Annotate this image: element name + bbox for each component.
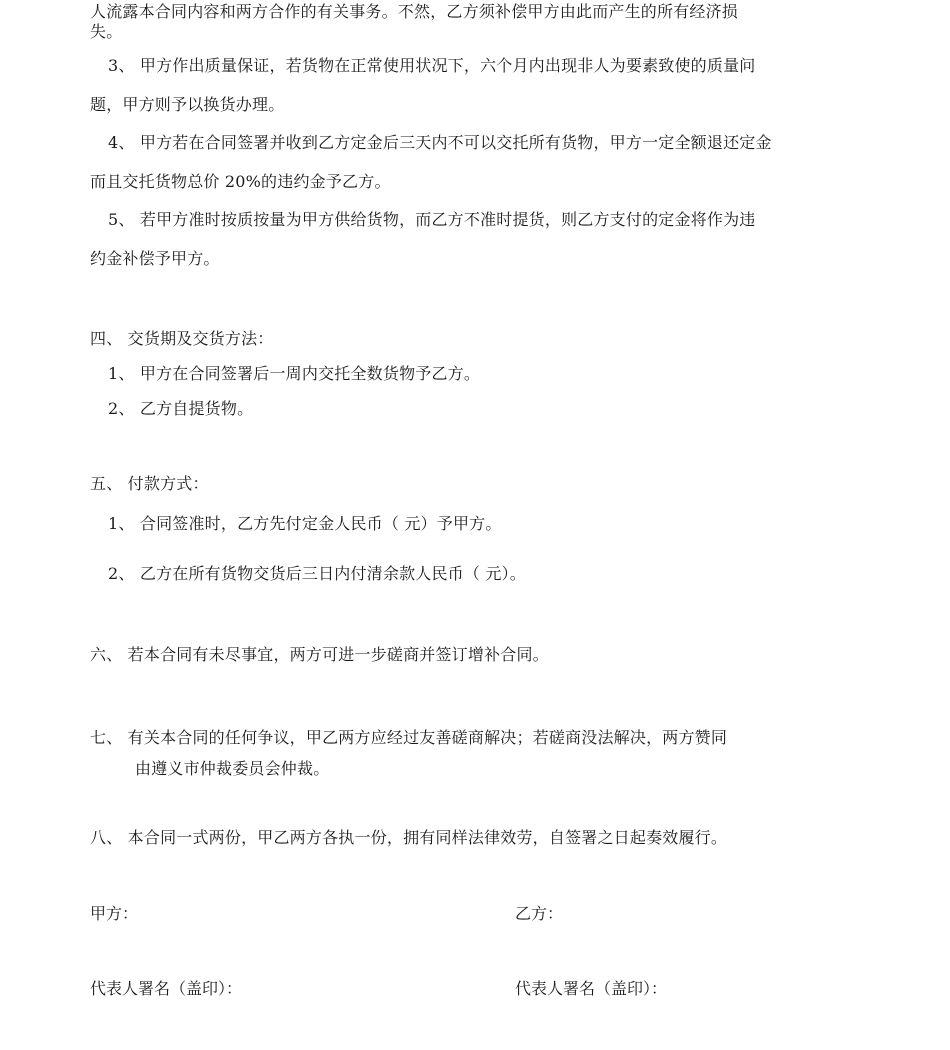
section-7-line-1: 七、 有关本合同的任何争议，甲乙两方应经过友善磋商解决；若磋商没法解决，两方赞同 (90, 728, 728, 747)
section-5-item-2: 2、 乙方在所有货物交货后三日内付清余款人民币（ 元）。 (108, 564, 526, 583)
section-4-item-2: 2、 乙方自提货物。 (108, 399, 254, 418)
section-4-heading: 四、 交货期及交货方法： (90, 329, 274, 348)
section-8: 八、 本合同一式两份，甲乙两方各执一份，拥有同样法律效劳，自签署之日起奏效履行。 (90, 828, 728, 847)
clause-3-line-2: 题，甲方则予以换货办理。 (90, 95, 285, 114)
section-4-item-1: 1、 甲方在合同签署后一周内交托全数货物予乙方。 (108, 364, 481, 383)
clause-5-line-1: 5、 若甲方准时按质按量为甲方供给货物，而乙方不准时提货，则乙方支付的定金将作为违 (108, 210, 756, 229)
party-a-label: 甲方： (90, 904, 139, 923)
party-b-label: 乙方： (515, 904, 564, 923)
clause-5-line-2: 约金补偿予甲方。 (90, 249, 220, 268)
section-5-item-1: 1、 合同签准时，乙方先付定金人民币（ 元）予甲方。 (108, 514, 502, 533)
section-7-line-2: 由遵义市仲裁委员会仲裁。 (135, 759, 330, 778)
clause-4-line-2: 而且交托货物总价 20%的违约金予乙方。 (90, 172, 391, 191)
section-5-heading: 五、 付款方式： (90, 474, 209, 493)
signature-representative-row (90, 979, 850, 1001)
clause-4-line-1: 4、 甲方若在合同签署并收到乙方定金后三天内不可以交托所有货物，甲方一定全额退还定金 (108, 133, 772, 152)
party-a-representative-label: 代表人署名（盖印）： (90, 979, 243, 998)
clause-3-line-1: 3、 甲方作出质量保证，若货物在正常使用状况下，六个月内出现非人为要素致使的质量问 (108, 56, 756, 75)
signature-party-row (90, 904, 850, 926)
section-6: 六、 若本合同有未尽事宜，两方可进一步磋商并签订增补合同。 (90, 645, 549, 664)
paragraph-line: 人流露本合同内容和两方合作的有关事务。不然，乙方须补偿甲方由此而产生的所有经济损 (90, 2, 739, 21)
paragraph-line: 失。 (90, 22, 123, 41)
party-b-representative-label: 代表人署名（盖印）： (515, 979, 668, 998)
